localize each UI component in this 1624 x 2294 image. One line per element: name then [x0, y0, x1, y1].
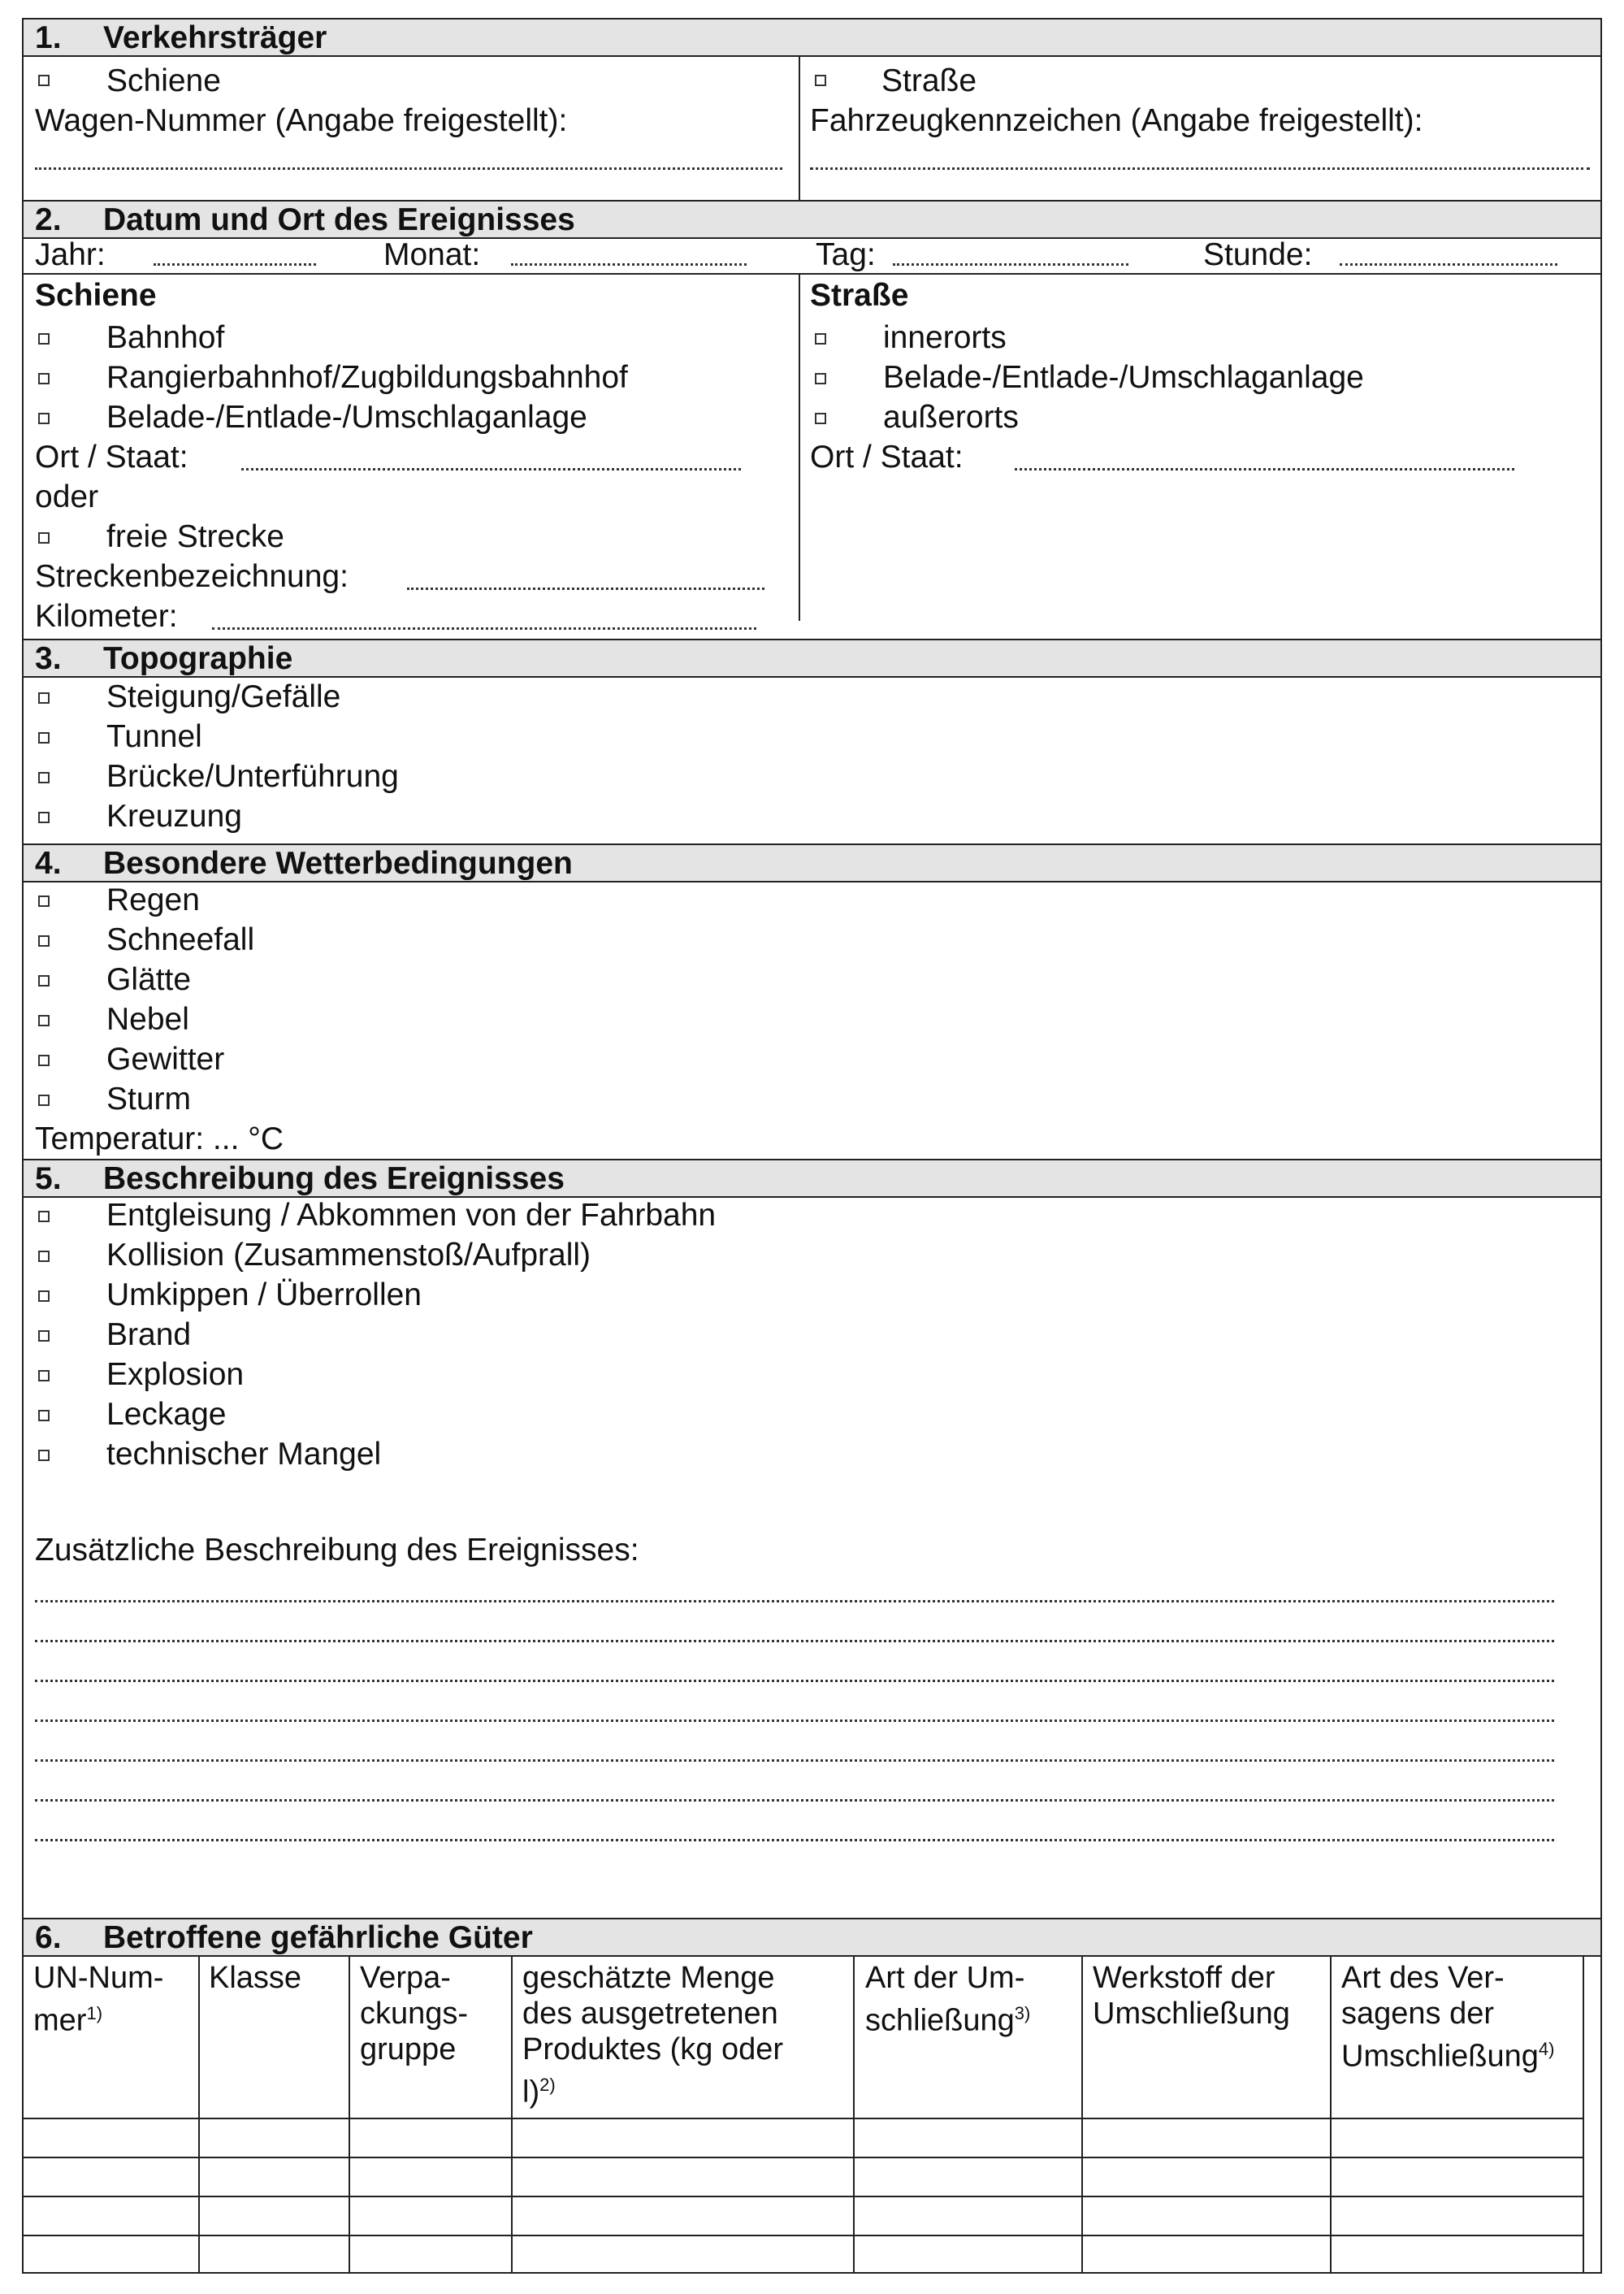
description-line[interactable]	[35, 1799, 1554, 1802]
checkbox-bruecke[interactable]	[38, 772, 50, 783]
label-kollision: Kollision (Zusammenstoß/Aufprall)	[106, 1238, 591, 1273]
label-glaette: Glätte	[106, 962, 192, 997]
table-header-text: geschätzte Menge des ausgetretenen Produktes (kg oder l)	[522, 1961, 784, 2110]
description-line[interactable]	[35, 1719, 1554, 1722]
label-regen: Regen	[106, 882, 200, 917]
checkbox-strasse[interactable]	[815, 75, 826, 86]
checkbox-entgleisung[interactable]	[38, 1211, 50, 1222]
table-header-un-nummer	[33, 1960, 196, 2039]
label-tunnel: Tunnel	[106, 719, 202, 754]
checkbox-kollision[interactable]	[38, 1251, 50, 1262]
description-line[interactable]	[35, 1680, 1554, 1682]
field-jahr[interactable]	[154, 263, 316, 266]
section-title: Verkehrsträger	[103, 20, 327, 55]
section-4-header	[24, 843, 1600, 882]
column-divider	[799, 57, 800, 202]
checkbox-belade-schiene[interactable]	[38, 413, 50, 424]
label-strasse: Straße	[881, 63, 977, 98]
label-belade-schiene: Belade-/Entlade-/Umschlaganlage	[106, 400, 587, 435]
footnote-ref: 3)	[1014, 2003, 1031, 2023]
label-umkippen: Umkippen / Überrollen	[106, 1277, 422, 1312]
label-temperatur: Temperatur: ... °C	[35, 1121, 284, 1156]
field-tag[interactable]	[893, 263, 1128, 266]
checkbox-glaette[interactable]	[38, 975, 50, 987]
label-ort-staat-strasse: Ort / Staat:	[810, 440, 964, 475]
label-gewitter: Gewitter	[106, 1042, 225, 1077]
label-nebel: Nebel	[106, 1002, 189, 1037]
table-row-line	[24, 2157, 1584, 2158]
checkbox-schneefall[interactable]	[38, 935, 50, 947]
table-header-verpackungsgruppe	[360, 1960, 509, 2067]
checkbox-brand[interactable]	[38, 1330, 50, 1342]
label-bruecke: Brücke/Unterführung	[106, 759, 399, 794]
label-entgleisung: Entgleisung / Abkommen von der Fahrbahn	[106, 1198, 717, 1233]
field-monat[interactable]	[511, 263, 747, 266]
label-kilometer: Kilometer:	[35, 599, 178, 634]
table-row-line	[24, 2196, 1584, 2197]
table-column-divider	[349, 1955, 350, 2274]
section-number: 4.	[35, 846, 62, 881]
label-ort-staat-schiene: Ort / Staat:	[35, 440, 188, 475]
field-streckenbezeichnung[interactable]	[407, 588, 764, 590]
label-brand: Brand	[106, 1317, 192, 1352]
section-title: Besondere Wetterbedingungen	[103, 846, 573, 881]
section-number: 3.	[35, 641, 62, 676]
checkbox-regen[interactable]	[38, 895, 50, 907]
description-line[interactable]	[35, 1839, 1554, 1841]
checkbox-schiene[interactable]	[38, 75, 50, 86]
checkbox-steigung[interactable]	[38, 692, 50, 704]
row-divider	[24, 273, 1600, 275]
label-freie-strecke: freie Strecke	[106, 519, 284, 554]
label-explosion: Explosion	[106, 1357, 245, 1392]
table-header-werkstoff	[1093, 1960, 1328, 2032]
column-divider	[799, 275, 800, 621]
label-zusaetzliche-beschreibung: Zusätzliche Beschreibung des Ereignisses:	[35, 1533, 639, 1568]
table-header-menge	[522, 1960, 851, 2110]
checkbox-gewitter[interactable]	[38, 1055, 50, 1066]
table-column-divider	[198, 1955, 200, 2274]
footnote-ref: 4)	[1538, 2039, 1555, 2059]
incident-report-form	[22, 18, 1602, 2274]
footnote-ref: 2)	[539, 2075, 556, 2095]
table-column-divider	[1583, 1955, 1584, 2274]
label-schneefall: Schneefall	[106, 922, 255, 957]
table-column-divider	[853, 1955, 855, 2274]
checkbox-belade-strasse[interactable]	[815, 373, 826, 384]
section-title: Beschreibung des Ereignisses	[103, 1161, 565, 1196]
label-streckenbezeichnung: Streckenbezeichnung:	[35, 559, 349, 594]
label-ausserorts: außerorts	[883, 400, 1019, 435]
table-row-line	[24, 2118, 1584, 2119]
section-5-header	[24, 1159, 1600, 1198]
table-header-text: Art der Um- schließung	[865, 1961, 1025, 2038]
section-number: 5.	[35, 1161, 62, 1196]
heading-strasse: Straße	[810, 278, 909, 313]
heading-schiene: Schiene	[35, 278, 157, 313]
table-column-divider	[1330, 1955, 1332, 2274]
table-header-text: UN-Num- mer	[33, 1961, 164, 2038]
section-2-header	[24, 200, 1600, 239]
section-title: Topographie	[103, 641, 293, 676]
section-number: 1.	[35, 20, 62, 55]
section-title: Datum und Ort des Ereignisses	[103, 202, 575, 237]
table-header-versagen	[1341, 1960, 1582, 2075]
label-tag: Tag:	[816, 237, 876, 272]
label-jahr: Jahr:	[35, 237, 106, 272]
table-header-text: Art des Ver- sagens der Umschließung	[1341, 1961, 1539, 2074]
table-header-text: Verpa- ckungs- gruppe	[360, 1961, 469, 2066]
label-schiene: Schiene	[106, 63, 221, 98]
checkbox-nebel[interactable]	[38, 1015, 50, 1026]
field-stunde[interactable]	[1340, 263, 1557, 266]
checkbox-sturm[interactable]	[38, 1095, 50, 1106]
field-fahrzeugkennzeichen[interactable]	[810, 167, 1590, 170]
section-6-header	[24, 1918, 1600, 1957]
checkbox-rangierbahnhof[interactable]	[38, 373, 50, 384]
checkbox-technischer-mangel[interactable]	[38, 1450, 50, 1461]
label-leckage: Leckage	[106, 1397, 227, 1432]
label-technischer-mangel: technischer Mangel	[106, 1437, 382, 1472]
checkbox-tunnel[interactable]	[38, 732, 50, 744]
section-number: 2.	[35, 202, 62, 237]
checkbox-innerorts[interactable]	[815, 333, 826, 345]
section-1-header	[24, 18, 1600, 57]
table-header-text: Klasse	[209, 1961, 302, 1995]
table-header-klasse	[209, 1960, 347, 1996]
checkbox-explosion[interactable]	[38, 1370, 50, 1381]
footnote-ref: 1)	[86, 2003, 103, 2023]
checkbox-bahnhof[interactable]	[38, 333, 50, 345]
checkbox-leckage[interactable]	[38, 1410, 50, 1421]
field-ort-staat-strasse[interactable]	[1015, 468, 1514, 471]
label-wagen-nummer: Wagen-Nummer (Angabe freigestellt):	[35, 103, 568, 138]
checkbox-kreuzung[interactable]	[38, 812, 50, 823]
section-number: 6.	[35, 1920, 62, 1955]
field-kilometer[interactable]	[212, 627, 756, 630]
label-stunde: Stunde:	[1203, 237, 1313, 272]
label-fahrzeugkennzeichen: Fahrzeugkennzeichen (Angabe freigestellt):	[810, 103, 1423, 138]
table-row-line	[24, 2235, 1584, 2236]
description-line[interactable]	[35, 1600, 1554, 1602]
checkbox-ausserorts[interactable]	[815, 413, 826, 424]
section-title: Betroffene gefährliche Güter	[103, 1920, 533, 1955]
label-belade-strasse: Belade-/Entlade-/Umschlaganlage	[883, 360, 1364, 395]
label-rangierbahnhof: Rangierbahnhof/Zugbildungsbahnhof	[106, 360, 628, 395]
field-wagen-nummer[interactable]	[35, 167, 782, 170]
label-oder: oder	[35, 479, 99, 514]
label-sturm: Sturm	[106, 1082, 192, 1117]
field-ort-staat-schiene[interactable]	[241, 468, 741, 471]
description-line[interactable]	[35, 1640, 1554, 1642]
label-steigung: Steigung/Gefälle	[106, 679, 341, 714]
label-kreuzung: Kreuzung	[106, 799, 242, 834]
table-header-art-umschliessung	[865, 1960, 1080, 2039]
label-bahnhof: Bahnhof	[106, 320, 225, 355]
label-monat: Monat:	[383, 237, 481, 272]
table-column-divider	[1081, 1955, 1083, 2274]
table-header-text: Werkstoff der Umschließung	[1093, 1961, 1290, 2031]
label-innerorts: innerorts	[883, 320, 1007, 355]
table-column-divider	[511, 1955, 513, 2274]
section-3-header	[24, 639, 1600, 678]
description-line[interactable]	[35, 1759, 1554, 1762]
checkbox-umkippen[interactable]	[38, 1290, 50, 1302]
checkbox-freie-strecke[interactable]	[38, 532, 50, 544]
